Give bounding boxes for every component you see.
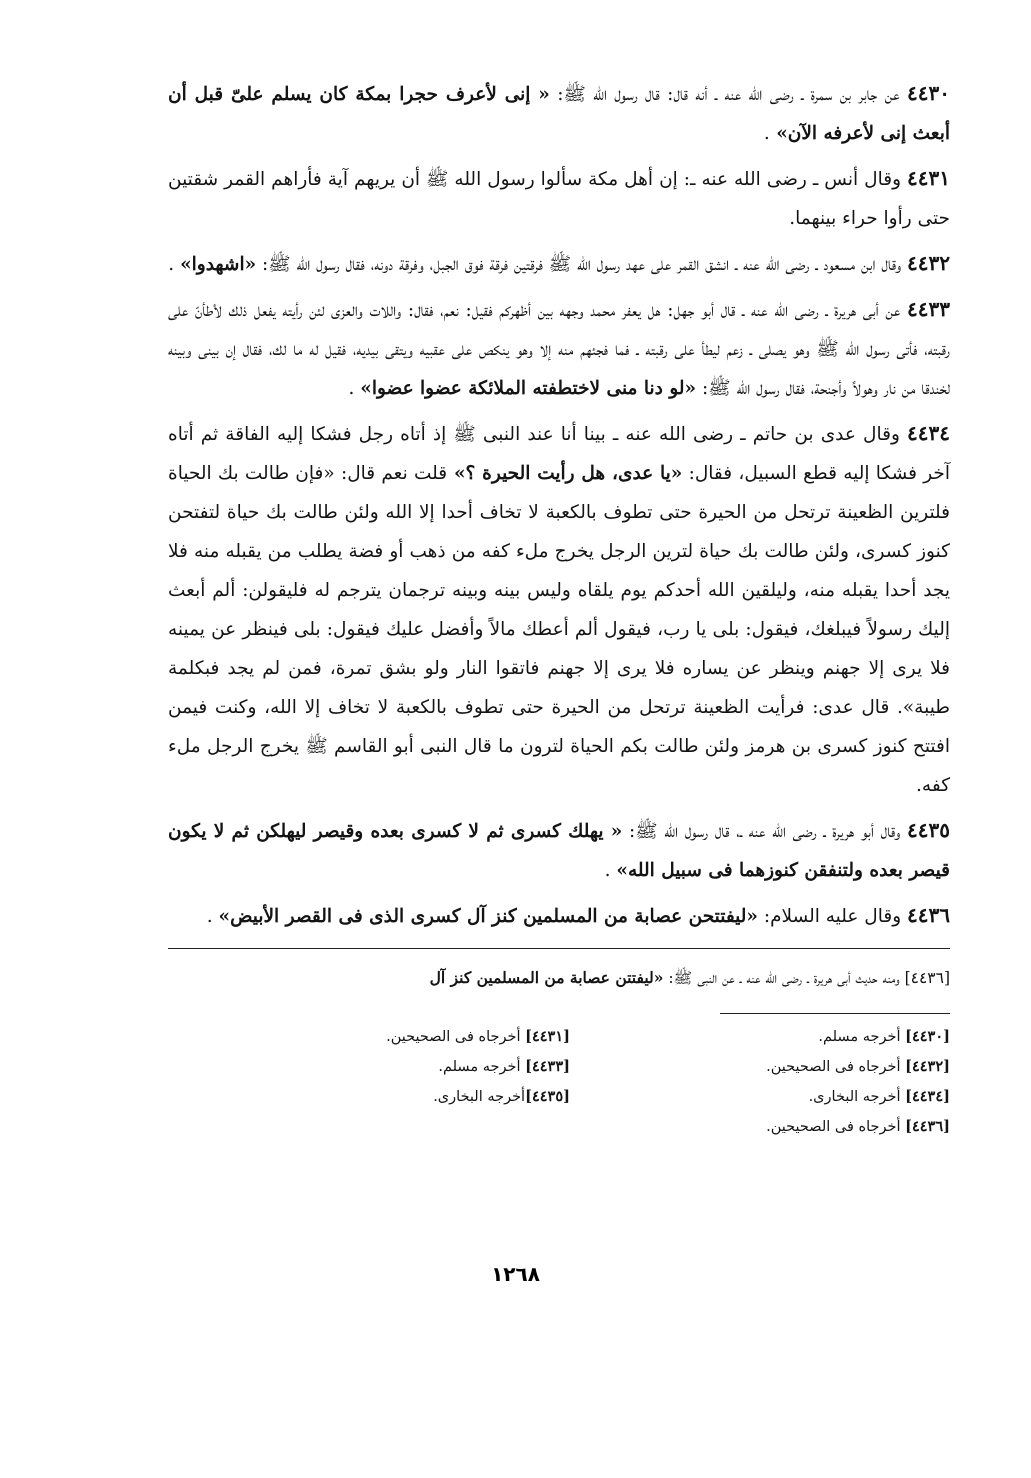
references-left-column (386, 1022, 570, 1112)
references-right-column (766, 1022, 950, 1142)
hadith-tail: . (206, 906, 213, 927)
hadith-number: ٤٤٣٢ (907, 251, 950, 275)
reference-item (386, 1052, 570, 1082)
reference-number: [٤٤٣٦] (905, 1118, 950, 1135)
hadith-entry (168, 159, 950, 238)
hadith-entry (168, 414, 950, 805)
reference-text: أخرجه البخارى. (433, 1089, 526, 1105)
page-number: ١٢٦٨ (491, 1262, 540, 1286)
reference-text: أخرجاه فى الصحيحين. (386, 1029, 526, 1045)
footnote (168, 963, 950, 993)
hadith-text: وقال ابن مسعود ـ رضى الله عنه ـ انشق القمر على عهد رسول الله ﷺ فرقتين فرقة فوق الجبل، وفرقة دونه، فقال رسول الله ﷺ: (256, 254, 902, 275)
hadith-quote: « إنى لأعرف حجرا بمكة كان يسلم علىّ قبل أن أبعث إنى لأعرفه الآن» (168, 84, 950, 144)
hadith-number: ٤٤٣٥ (907, 818, 950, 842)
hadith-quote: «يا عدى، هل رأيت الحيرة ؟» (447, 463, 683, 484)
reference-item (766, 1082, 950, 1112)
hadith-quote: «لو دنا منى لاختطفته الملائكة عضوا عضوا» (360, 378, 697, 399)
hadith-number: ٤٤٣٦ (907, 903, 950, 927)
reference-text: أخرجه مسلم. (438, 1059, 526, 1075)
hadith-entry (168, 244, 950, 284)
reference-text: أخرجه مسلم. (818, 1029, 906, 1045)
hadith-tail: قلت نعم قال: «فإن طالت بك الحياة فلترين الظعينة ترتحل من الحيرة حتى تطوف بالكعبة لا تخاف أحدا إلا الله ولئن طالت بك حياة لتفتحن كنوز كسرى، ولئن طالت بك حياة لترين الرجل يخرج ملء كفه من ذهب أو فضة يطلب من يقبله منه فلا يجد أحدا يقبله منه، وليلقين الله أحدكم يوم يلقاه وليس بينه وبينه ترجمان يترجم له فليقولن: ألم أبعث إليك رسولاً فيبلغك، فيقول: بلى يا رب، فيقول ألم أعطك مالاً وأفضل عليك فيقول: بلى فينظر عن يمينه فلا يرى إلا جهنم وينظر عن يساره فلا يرى إلا جهنم فاتقوا النار ولو بشق تمرة، فمن لم يجد فبكلمة طيبة». قال عدى: فرأيت الظعينة ترتحل من الحيرة حتى تطوف بالكعبة لا تخاف إلا الله، وكنت فيمن افتتح كنوز كسرى بن هرمز ولئن طالت بكم الحياة لترون ما قال النبى أبو القاسم ﷺ يخرج الرجل ملء كفه. (168, 463, 950, 796)
hadith-number: ٤٤٣٠ (907, 81, 950, 105)
hadith-text: وقال عدى بن حاتم ـ رضى الله عنه ـ بينا أنا عند النبى ﷺ إذ أتاه رجل فشكا إليه الفاقة ثم أتاه آخر فشكا إليه قطع السبيل، فقال: (168, 424, 950, 484)
hadith-number: ٤٤٣٤ (907, 421, 950, 445)
footnote-divider (168, 948, 950, 949)
hadith-tail: . (604, 860, 611, 881)
hadith-number: ٤٤٣٣ (907, 297, 950, 321)
reference-number: [٤٤٣١] (525, 1028, 570, 1045)
hadith-text: وقال أنس ـ رضى الله عنه ـ: إن أهل مكة سألوا رسول الله ﷺ أن يريهم آية فأراهم القمر شقتين حتى رأوا حراء بينهما. (168, 169, 950, 229)
hadith-entry (168, 896, 950, 936)
hadith-quote: « يهلك كسرى ثم لا كسرى بعده وقيصر ليهلكن ثم لا يكون قيصر بعده ولتنفقن كنوزهما فى سبيل الله» (168, 821, 950, 881)
hadith-quote: «اشهدوا» (180, 254, 257, 275)
hadith-text: عن جابر بن سمرة ـ رضى الله عنه ـ أنه قال: قال رسول الله ﷺ: (549, 84, 900, 105)
reference-number: [٤٤٣٢] (905, 1058, 950, 1075)
references-divider (720, 1013, 950, 1014)
reference-item (386, 1022, 570, 1052)
reference-item (766, 1112, 950, 1142)
reference-number: [٤٤٣٤] (905, 1088, 950, 1105)
reference-text: أخرجاه فى الصحيحين. (766, 1119, 906, 1135)
footnote-text: [٤٤٣٦] ومنه حديث أبى هريرة ـ رضى الله عنه ـ عن النبى ﷺ: (663, 969, 950, 987)
hadith-text: عن أبى هريرة ـ رضى الله عنه ـ قال أبو جهل: هل يعفر محمد وجهه بين أظهركم فقيل: نعم، فقال: واللات والعزى لئن رأيته يفعل ذلك لأطأنّ على رقبته، فأتى رسول الله ﷺ وهو يصلى ـ زعم ليطأ على رقبته ـ فما فجئهم منه إلا وهو ينكص على عقبيه ويتقى بيديه، فقيل له ما لك، فقال إن بينى وبينه لخندقا من نار وهولاً وأجنحة، فقال رسول الله ﷺ: (168, 300, 950, 399)
footnote-quote: «ليفتتن عصابة من المسلمين كنز آل (429, 968, 664, 987)
references (168, 1022, 950, 1142)
page-body (168, 74, 950, 1142)
reference-item (766, 1022, 950, 1052)
hadith-number: ٤٤٣١ (907, 166, 951, 190)
reference-text: أخرجاه فى الصحيحين. (766, 1059, 906, 1075)
reference-number: [٤٤٣٣] (525, 1058, 570, 1075)
hadith-tail: . (168, 254, 175, 275)
hadith-tail: . (763, 123, 770, 144)
hadith-text: وقال أبو هريرة ـ رضى الله عنه ـ، قال رسول الله ﷺ: (622, 821, 901, 842)
hadith-entry (168, 811, 950, 890)
reference-text: أخرجه البخارى. (808, 1089, 906, 1105)
reference-item (386, 1082, 570, 1112)
reference-number: [٤٤٣٥] (525, 1088, 570, 1105)
hadith-entry (168, 74, 950, 153)
hadith-quote: «ليفتتحن عصابة من المسلمين كنز آل كسرى الذى فى القصر الأبيض» (218, 906, 758, 927)
hadith-tail: . (348, 378, 355, 399)
reference-number: [٤٤٣٠] (905, 1028, 950, 1045)
hadith-entry (168, 290, 950, 408)
hadith-text: وقال عليه السلام: (757, 906, 902, 927)
reference-item (766, 1052, 950, 1082)
